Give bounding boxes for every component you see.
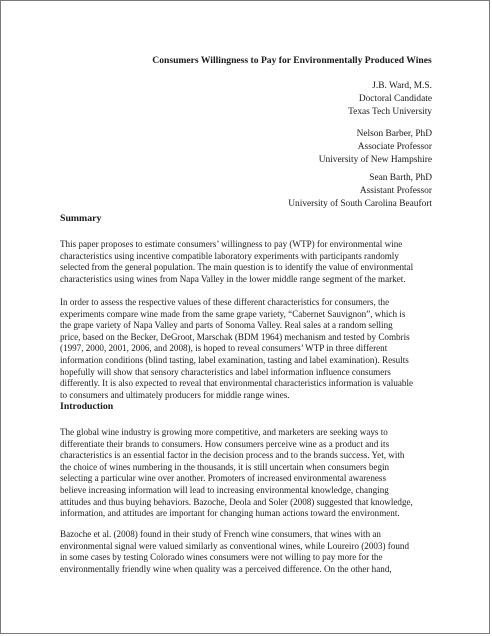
author-affiliation: Texas Tech University: [348, 107, 432, 118]
text-line: price, based on the Becker, DeGroot, Marschak (BDM 1964) mechanism and tested by Combris: [60, 331, 410, 342]
summary-heading: Summary: [60, 213, 102, 224]
text-line: selecting a particular wine over another. Promoters of increased environmental awareness: [60, 473, 386, 484]
text-line: selected from the general population. The main question is to identify the value of environmental: [60, 262, 414, 273]
text-line: experiments compare wine made from the same grape variety, “Cabernet Sauvignon”, which is: [60, 308, 406, 319]
text-line: attitudes and thus buying behaviors. Bazoche, Deola and Soler (2008) suggested that knowledge,: [60, 496, 413, 507]
text-line: in some cases by testing Colorado wines consumers were not willing to pay more for the: [60, 552, 383, 563]
author-block-1: [348, 80, 432, 120]
author-block-2: [319, 128, 432, 168]
author-role: Assistant Professor: [359, 186, 432, 197]
paper-title: Consumers Willingness to Pay for Environmentally Produced Wines: [152, 55, 432, 66]
text-line: characteristics is an essential factor in the decision process and to the brands success. Yet, with: [60, 450, 405, 461]
author-block-3: [288, 172, 432, 212]
text-line: Bazoche et al. (2008) found in their study of French wine consumers, that wines with an: [60, 529, 381, 539]
text-line: differentiate their brands to consumers. How consumers perceive wine as a product and its: [60, 438, 390, 449]
text-line: information, and attitudes are important for changing human actions toward the environment.: [60, 508, 400, 519]
summary-paragraph-2: [60, 297, 440, 401]
author-role: Associate Professor: [357, 142, 432, 153]
text-line: This paper proposes to estimate consumers’ willingness to pay (WTP) for environmental wine: [60, 239, 403, 249]
text-line: hopefully will show that sensory characteristics and label information influence consumers: [60, 366, 391, 377]
author-affiliation: University of New Hampshire: [318, 155, 432, 166]
text-line: characteristics using incentive compatible laboratory experiments with participants randomly: [60, 250, 399, 261]
introduction-paragraph-1: [60, 427, 440, 520]
text-line: characteristics using wines from Napa Valley in the lower middle range segment of the market.: [60, 273, 406, 284]
text-line: differently. It is also expected to reveal that environmental characteristics information is valuable: [60, 378, 414, 389]
text-line: The global wine industry is growing more competitive, and marketers are seeking ways to: [60, 427, 388, 437]
summary-paragraph-1: [60, 239, 440, 285]
introduction-paragraph-2: [60, 529, 440, 575]
text-line: (1997, 2000, 2001, 2006, and 2008), is hoped to reveal consumers’ WTP in three different: [60, 343, 388, 354]
author-name: Sean Barth, PhD: [369, 173, 432, 183]
text-line: the grape variety of Napa Valley and parts of Sonoma Valley. Real sales at a random selling: [60, 320, 393, 331]
text-line: environmental signal were valued similarly as conventional wines, while Loureiro (2003) found: [60, 540, 410, 551]
text-line: environmentally friendly wine when quality was a perceived difference. On the other hand,: [60, 563, 392, 574]
text-line: In order to assess the respective values of these different characteristics for consumers, the: [60, 297, 390, 307]
author-name: J.B. Ward, M.S.: [372, 81, 432, 91]
author-affiliation: University of South Carolina Beaufort: [288, 199, 432, 210]
text-line: information conditions (blind tasting, label examination, tasting and label examination). Results: [60, 354, 409, 365]
text-line: to consumers and ultimately producers for middle range wines.: [60, 389, 290, 400]
text-line: the choice of wines numbering in the thousands, it is still uncertain when consumers begin: [60, 461, 390, 472]
introduction-heading: Introduction: [60, 401, 114, 412]
author-role: Doctoral Candidate: [358, 94, 432, 105]
text-line: believe increasing information will lead to increasing environmental knowledge, changing: [60, 484, 389, 495]
author-name: Nelson Barber, PhD: [356, 129, 432, 139]
